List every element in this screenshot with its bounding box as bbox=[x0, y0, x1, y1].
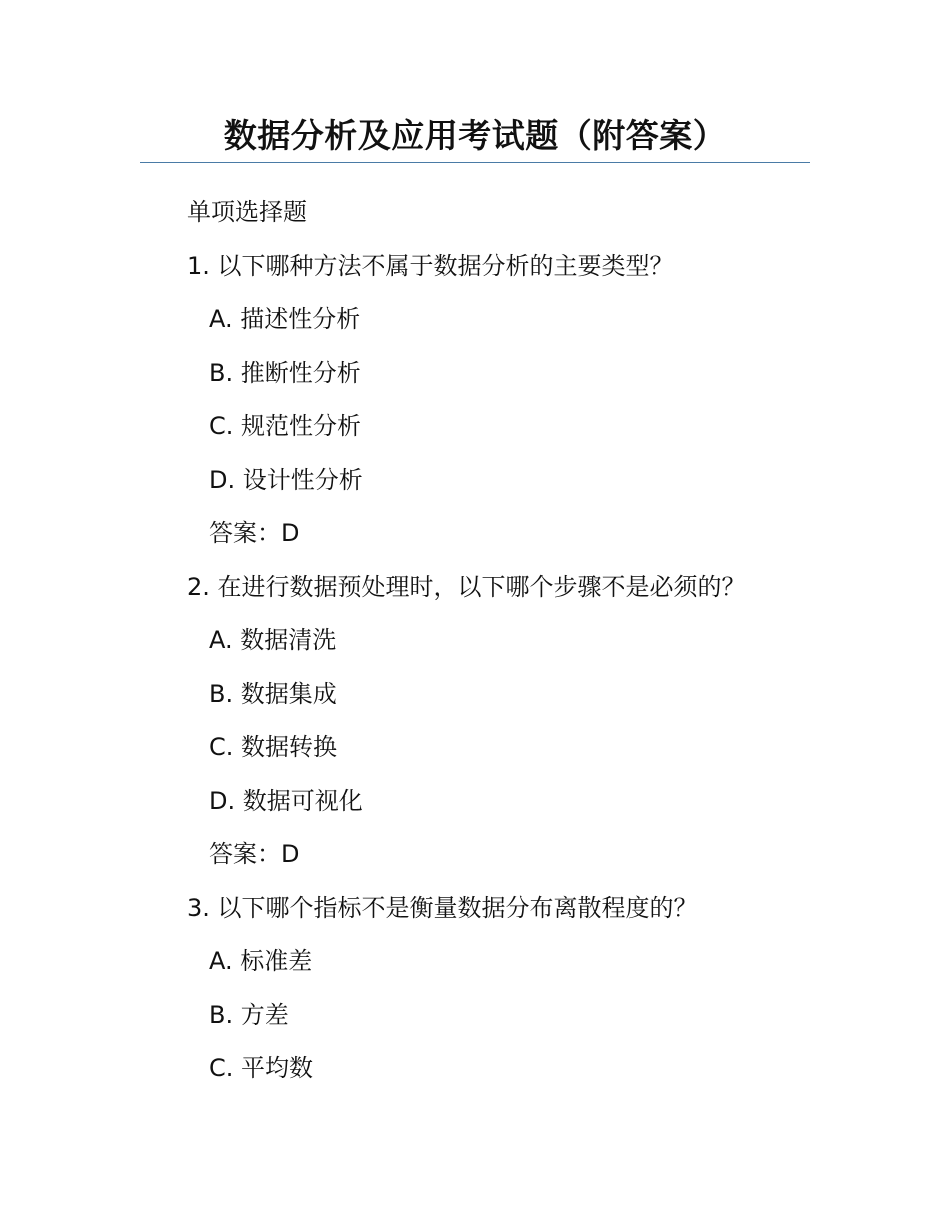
question-3-stem: 3. 以下哪个指标不是衡量数据分布离散程度的？ bbox=[187, 894, 698, 922]
question-2-option-d: D. 数据可视化 bbox=[209, 787, 363, 815]
title-underline bbox=[140, 162, 810, 163]
question-3-option-a: A. 标准差 bbox=[209, 947, 313, 975]
document-title: 数据分析及应用考试题（附答案） bbox=[223, 116, 727, 155]
question-1-option-c: C. 规范性分析 bbox=[209, 412, 362, 440]
question-2-option-c: C. 数据转换 bbox=[209, 733, 338, 761]
question-2-option-a: A. 数据清洗 bbox=[209, 626, 337, 654]
question-2-stem: 2. 在进行数据预处理时，以下哪个步骤不是必须的？ bbox=[187, 573, 746, 601]
question-3-option-b: B. 方差 bbox=[209, 1001, 289, 1029]
question-1-stem: 1. 以下哪种方法不属于数据分析的主要类型？ bbox=[187, 252, 674, 280]
question-1-option-a: A. 描述性分析 bbox=[209, 305, 361, 333]
question-2-option-b: B. 数据集成 bbox=[209, 680, 337, 708]
question-1-option-d: D. 设计性分析 bbox=[209, 466, 363, 494]
question-1-answer: 答案：D bbox=[209, 519, 300, 547]
question-1-option-b: B. 推断性分析 bbox=[209, 359, 361, 387]
question-2-answer: 答案：D bbox=[209, 840, 300, 868]
section-heading: 单项选择题 bbox=[187, 198, 307, 226]
question-3-option-c: C. 平均数 bbox=[209, 1054, 314, 1082]
